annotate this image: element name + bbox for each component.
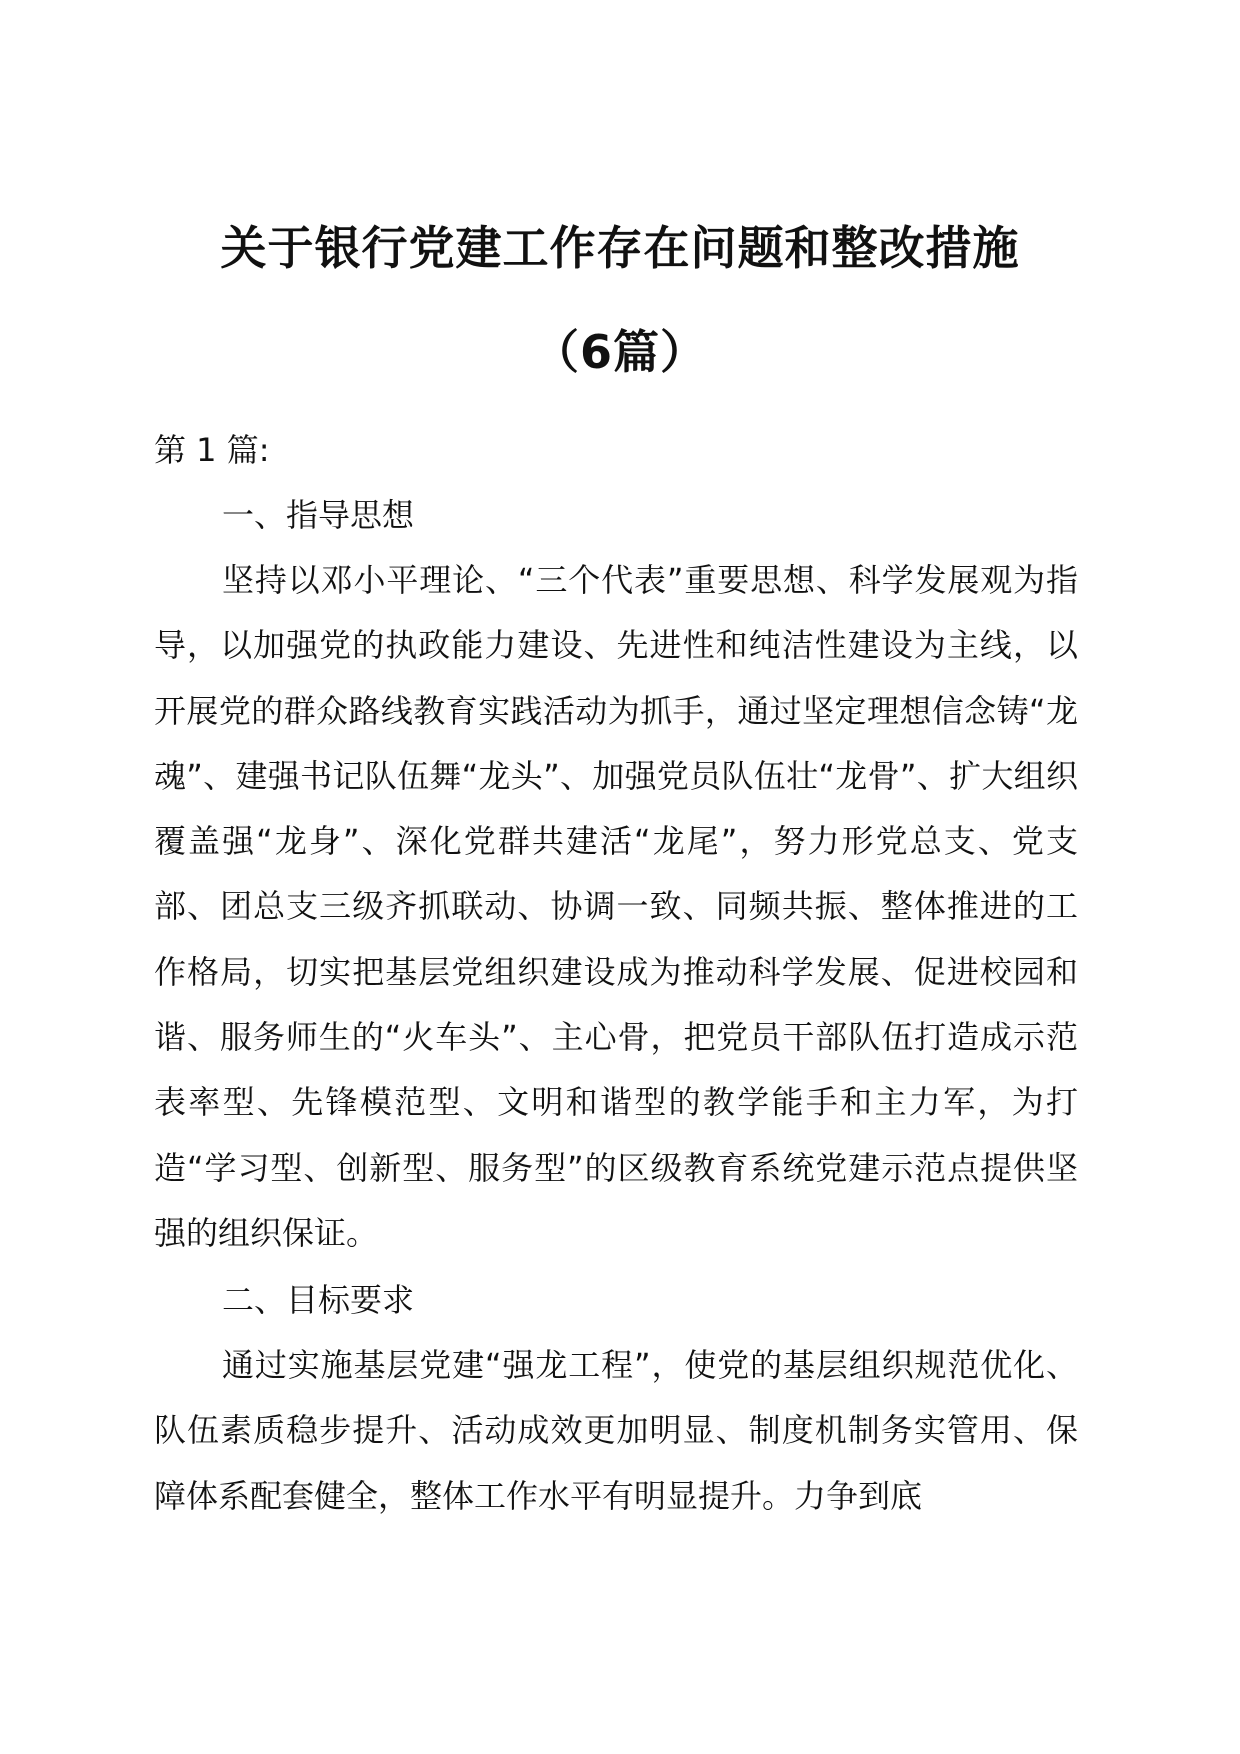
- section-heading-guiding-ideology: 一、指导思想: [222, 496, 415, 534]
- section-heading-goals: 二、目标要求: [222, 1281, 415, 1319]
- document-subtitle-count: （6篇）: [532, 325, 707, 379]
- document-title: 关于银行党建工作存在问题和整改措施: [220, 221, 1020, 275]
- section-paragraph-guiding-ideology: 坚持以邓小平理论、“三个代表”重要思想、科学发展观为指导，以加强党的执政能力建设、先进性和纯洁性建设为主线，以开展党的群众路线教育实践活动为抓手，通过坚定理想信念铸“龙魂”、建强书记队伍舞“龙头”、加强党员队伍壮“龙骨”、扩大组织覆盖强“龙身”、深化党群共建活“龙尾”，努力形党总支、党支部、团总支三级齐抓联动、协调一致、同频共振、整体推进的工作格局，切实把基层党组织建设成为推动科学发展、促进校园和谐、服务师生的“火车头”、主心骨，把党员干部队伍打造成示范表率型、先锋模范型、文明和谐型的教学能手和主力军，为打造“学习型、创新型、服务型”的区级教育系统党建示范点提供坚强的组织保证。: [154, 561, 1078, 1252]
- section-paragraph-goals: 通过实施基层党建“强龙工程”，使党的基层组织规范优化、队伍素质稳步提升、活动成效更加明显、制度机制务实管用、保障体系配套健全，整体工作水平有明显提升。力争到底: [154, 1346, 1078, 1515]
- article-label: 第 1 篇:: [154, 431, 270, 469]
